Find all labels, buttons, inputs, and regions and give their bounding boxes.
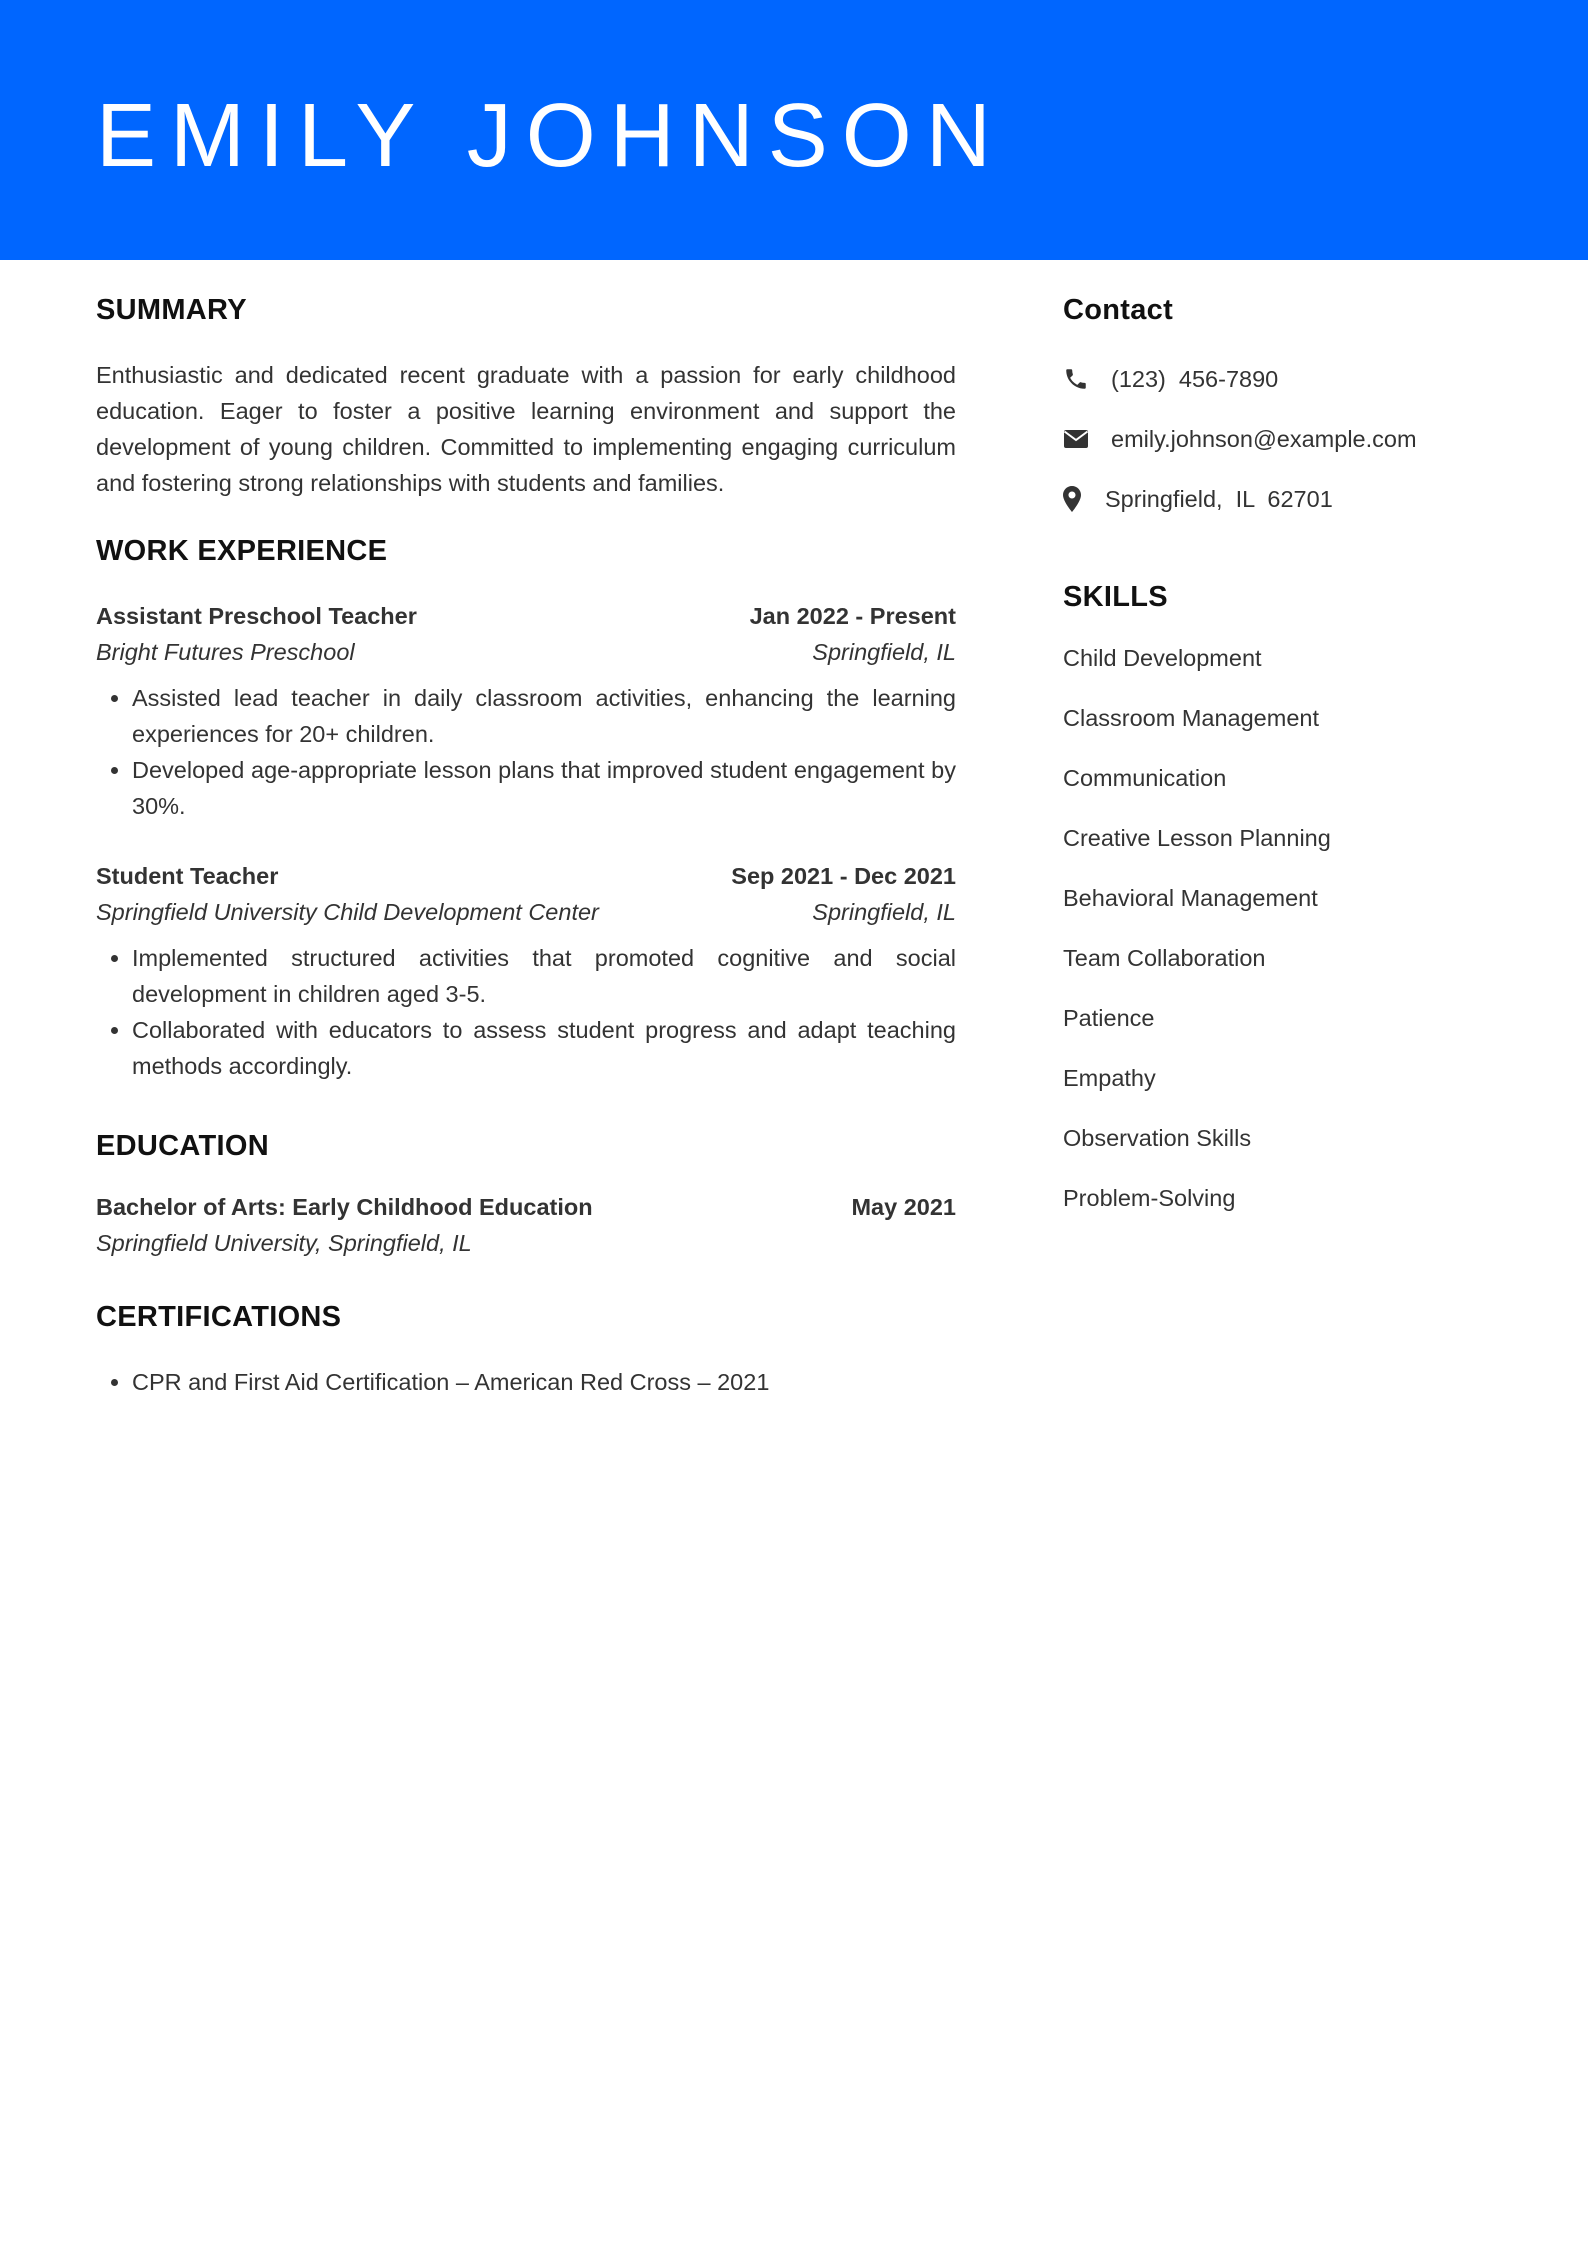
job-bullets [96, 940, 956, 1084]
sidebar-column [1063, 260, 1493, 1240]
job-bullet: • Implemented structured activities that promoted cognitive and social development in children aged 3-5. [132, 940, 956, 1012]
summary-heading: SUMMARY [96, 294, 247, 326]
contact-phone [1063, 361, 1493, 397]
skill-item: Creative Lesson Planning [1063, 825, 1331, 851]
map-pin-icon [1063, 486, 1093, 512]
contact-email [1063, 421, 1493, 457]
certification-item: • CPR and First Aid Certification – American Red Cross – 2021 [132, 1364, 956, 1400]
job-org: Springfield University Child Development Center [96, 899, 599, 925]
skill-item: Team Collaboration [1063, 945, 1266, 971]
certifications-heading: CERTIFICATIONS [96, 1301, 342, 1333]
skill-item: Behavioral Management [1063, 885, 1318, 911]
skill-item: Child Development [1063, 645, 1262, 671]
graduation-date: May 2021 [851, 1194, 956, 1220]
skill-item: Classroom Management [1063, 705, 1319, 731]
location-text: Springfield, IL 62701 [1105, 485, 1333, 512]
job-org: Bright Futures Preschool [96, 639, 355, 665]
education-heading: EDUCATION [96, 1130, 269, 1162]
certifications-list [96, 1364, 956, 1400]
skill-item: Problem-Solving [1063, 1185, 1236, 1211]
school: Springfield University, Springfield, IL [96, 1230, 472, 1256]
email-address[interactable]: emily.johnson@example.com [1111, 425, 1417, 452]
contact-list [1063, 361, 1493, 517]
skill-item: Observation Skills [1063, 1125, 1252, 1151]
skills-heading: SKILLS [1063, 581, 1168, 613]
phone-number[interactable]: (123) 456-7890 [1111, 365, 1279, 392]
job-entry [96, 598, 956, 824]
contact-heading: Contact [1063, 294, 1174, 326]
header-banner [0, 0, 1588, 260]
job-bullets [96, 680, 956, 824]
skill-item: Empathy [1063, 1065, 1156, 1091]
main-column [96, 260, 956, 1400]
job-bullet: • Collaborated with educators to assess student progress and adapt teaching methods accordingly. [132, 1012, 956, 1084]
skill-item: Communication [1063, 765, 1227, 791]
envelope-icon [1063, 429, 1099, 449]
job-entry [96, 858, 956, 1084]
job-bullet: • Assisted lead teacher in daily classroom activities, enhancing the learning experiences for 20+ children. [132, 680, 956, 752]
skills-list [1063, 640, 1493, 1216]
education-entry [96, 1189, 956, 1261]
job-role: Assistant Preschool Teacher [96, 603, 417, 629]
candidate-name: EMILY JOHNSON [96, 86, 1005, 186]
job-dates: Jan 2022 - Present [749, 603, 956, 629]
job-dates: Sep 2021 - Dec 2021 [731, 863, 956, 889]
job-role: Student Teacher [96, 863, 279, 889]
degree: Bachelor of Arts: Early Childhood Education [96, 1194, 593, 1220]
work-experience-heading: WORK EXPERIENCE [96, 535, 388, 567]
summary-text: Enthusiastic and dedicated recent graduate with a passion for early childhood education. Eager to foster a positive learning environment and support the development of young children. Committed to implementing engaging curriculum and fostering strong relationships with students and families. [96, 362, 956, 496]
job-location: Springfield, IL [812, 899, 956, 925]
skill-item: Patience [1063, 1005, 1155, 1031]
job-bullet: • Developed age-appropriate lesson plans that improved student engagement by 30%. [132, 752, 956, 824]
contact-location [1063, 481, 1493, 517]
phone-icon [1063, 366, 1099, 392]
job-location: Springfield, IL [812, 639, 956, 665]
